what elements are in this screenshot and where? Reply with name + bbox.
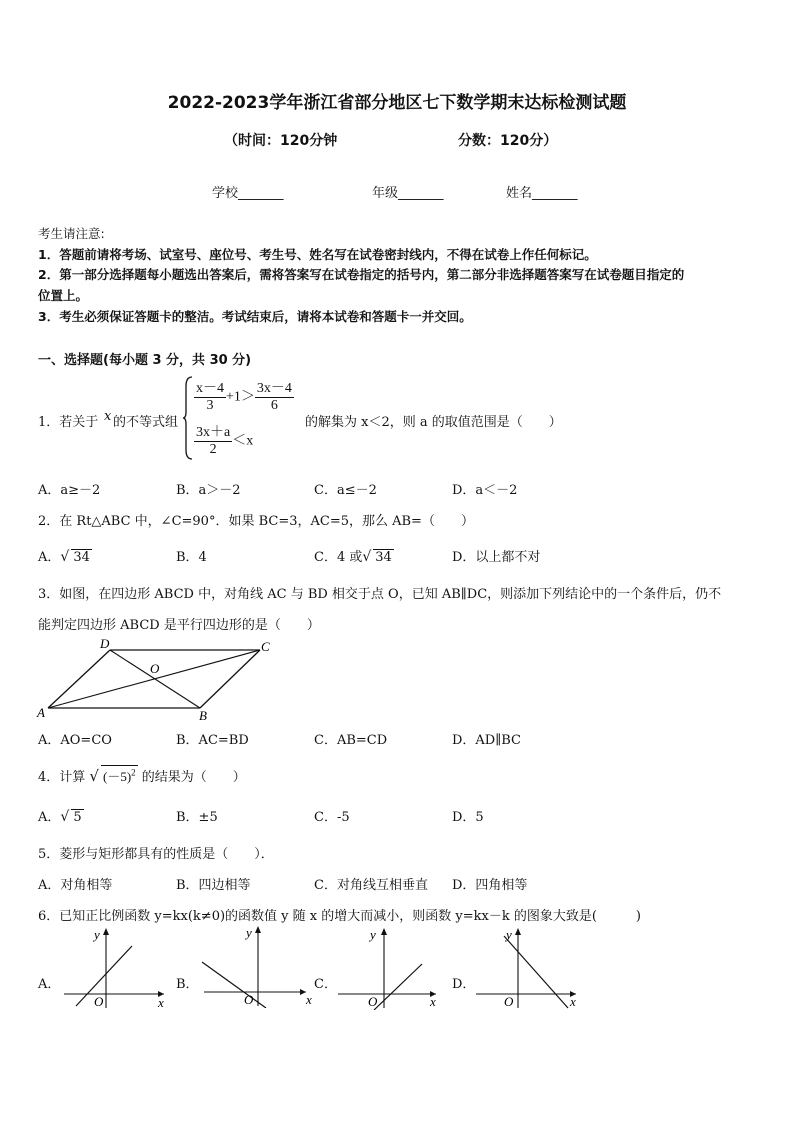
q1-mid: 的不等式组 (113, 415, 179, 430)
graph-d-origin: O (504, 994, 514, 1009)
q3-text-line-1: 3．如图，在四边形 ABCD 中，对角线 AC 与 BD 相交于点 O，已知 AB∥DC，则添加下列结论中的一个条件后，仍不 (38, 587, 722, 602)
q5-option-a: A．对角相等 (38, 878, 113, 893)
q1-frac-2 (255, 377, 294, 414)
graph-c-y-label: y (370, 927, 376, 942)
q5-text: 5．菱形与矩形都具有的性质是（ ）． (38, 847, 274, 862)
q5-option-c: C．对角线互相垂直 (314, 878, 428, 893)
q6-text: 6．已知正比例函数 y=kx(k≠0)的函数值 y 随 x 的增大而减小，则函数 y=kx－k 的图象大致是( ) (38, 909, 641, 924)
q1-suffix: 的解集为 x＜2，则 a 的取值范围是（ ） (305, 415, 562, 430)
radical-sign: √ (60, 549, 70, 565)
q1-frac-2-den: 6 (270, 398, 278, 413)
q4-radicand (101, 765, 138, 785)
q1-frac-1 (194, 377, 226, 414)
graph-a-origin: O (94, 994, 104, 1009)
graph-b-y-label: y (246, 925, 252, 940)
q1-frac-3-den: 2 (209, 442, 217, 457)
label-d: D (100, 636, 110, 651)
section-heading: 一、选择题(每小题 3 分，共 30 分) (38, 353, 252, 368)
q1-frac-1-den: 3 (206, 398, 214, 413)
notice-line-1: 1．答题前请将考场、试室号、座位号、考生号、姓名写在试卷密封线内，不得在试卷上作任何标记。 (38, 247, 597, 262)
exam-score: 分数：120分） (458, 133, 558, 149)
graph-d-x-label: x (570, 994, 576, 1009)
q4-option-a-radicand: 5 (73, 810, 82, 825)
q1-option-d: D．a＜－2 (452, 483, 518, 498)
school-field: 学校_______ (212, 186, 284, 201)
q4-option-b: B．±5 (176, 810, 218, 825)
q3-option-a: A．AO=CO (38, 733, 112, 748)
q5-option-b: B．四边相等 (176, 878, 251, 893)
radical-sign: √ (362, 549, 372, 565)
notice-line-2: 2．第一部分选择题每小题选出答案后，需将答案写在试卷指定的括号内，第二部分非选择题答案写在试卷题目指定的 (38, 267, 685, 282)
q3-option-d: D．AD∥BC (452, 733, 521, 748)
q2-option-a-radicand: 34 (73, 550, 90, 565)
radical-sign: √ (60, 809, 70, 825)
q6-graph-b (198, 922, 316, 1008)
notice-heading: 考生请注意: (38, 226, 105, 241)
q4-option-a-label: A． (38, 810, 61, 825)
q2-option-c-radicand: 34 (375, 550, 392, 565)
q6-option-d-label: D． (452, 977, 476, 992)
q1-op-2: ＜x (232, 433, 254, 449)
q6-graph-c (336, 924, 444, 1010)
name-field: 姓名_______ (506, 186, 578, 201)
q1-option-c: C．a≤－2 (314, 483, 377, 498)
graph-a-x-label: x (158, 995, 164, 1010)
q1-frac-3 (194, 421, 232, 458)
q2-option-a (38, 546, 92, 565)
q6-option-a-label: A． (38, 977, 61, 992)
q5-option-d: D．四角相等 (452, 878, 528, 893)
q3-text-line-2: 能判定四边形 ABCD 是平行四边形的是（ ） (38, 618, 320, 633)
q4-radicand-base: (－5) (102, 769, 132, 784)
graph-c-x-label: x (430, 994, 436, 1009)
q2-option-c (314, 546, 394, 565)
diagonal-bd (110, 650, 200, 708)
q4-stem (38, 765, 246, 785)
notice-line-3: 3．考生必须保证答题卡的整洁。考试结束后，请将本试卷和答题卡一并交回。 (38, 309, 472, 324)
q1-frac-1-num: x－4 (194, 377, 226, 398)
q3-option-b: B．AC=BD (176, 733, 249, 748)
label-o: O (150, 661, 160, 676)
q2-option-d: D．以上都不对 (452, 550, 541, 565)
q1-frac-2-num: 3x－4 (255, 377, 294, 398)
label-c: C (261, 639, 270, 654)
q6-graph-d (474, 924, 584, 1010)
q1-op-1: +1＞ (226, 389, 255, 405)
exam-time: （时间：120分钟 (224, 133, 338, 149)
q4-prefix: 4．计算 (38, 770, 86, 785)
q2-option-c-label: C．4 或 (314, 550, 363, 565)
q6-option-b-label: B． (176, 977, 199, 992)
q1-option-b: B．a＞－2 (176, 483, 241, 498)
graph-d-y-label: y (506, 927, 512, 942)
q2-option-a-label: A． (38, 550, 61, 565)
q2-option-b: B．4 (176, 550, 207, 565)
q1-var-x: x (104, 409, 112, 424)
grade-field: 年级_______ (372, 186, 444, 201)
q4-option-a (38, 806, 84, 825)
graph-c-origin: O (368, 994, 378, 1009)
q4-suffix: 的结果为（ ） (141, 770, 246, 785)
graph-b-origin: O (244, 992, 254, 1007)
q4-option-d: D．5 (452, 810, 484, 825)
q6-option-c-label: C． (314, 977, 337, 992)
q6-graph-a (60, 924, 172, 1010)
notice-line-2-cont: 位置上。 (38, 288, 89, 303)
q4-option-c: C．-5 (314, 810, 350, 825)
label-b: B (199, 708, 207, 723)
q4-exponent: 2 (131, 767, 136, 778)
graph-b-x-label: x (306, 992, 312, 1007)
q1-inequality-1 (194, 377, 294, 414)
q1-frac-3-num: 3x＋a (194, 421, 232, 442)
graph-a-y-label: y (94, 927, 100, 942)
q1-inequality-2 (194, 421, 253, 458)
label-a: A (37, 705, 45, 720)
q3-option-c: C．AB=CD (314, 733, 388, 748)
radical-sign: √ (89, 767, 99, 785)
exam-title: 2022-2023学年浙江省部分地区七下数学期末达标检测试题 (167, 93, 627, 113)
q1-option-a: A．a≥－2 (38, 483, 101, 498)
q3-parallelogram-figure (34, 636, 284, 726)
q1-prefix: 1．若关于 (38, 415, 99, 430)
q1-brace (183, 376, 193, 460)
q2-text: 2．在 Rt△ABC 中，∠C=90°．如果 BC=3，AC=5，那么 AB=（ ） (38, 514, 474, 529)
